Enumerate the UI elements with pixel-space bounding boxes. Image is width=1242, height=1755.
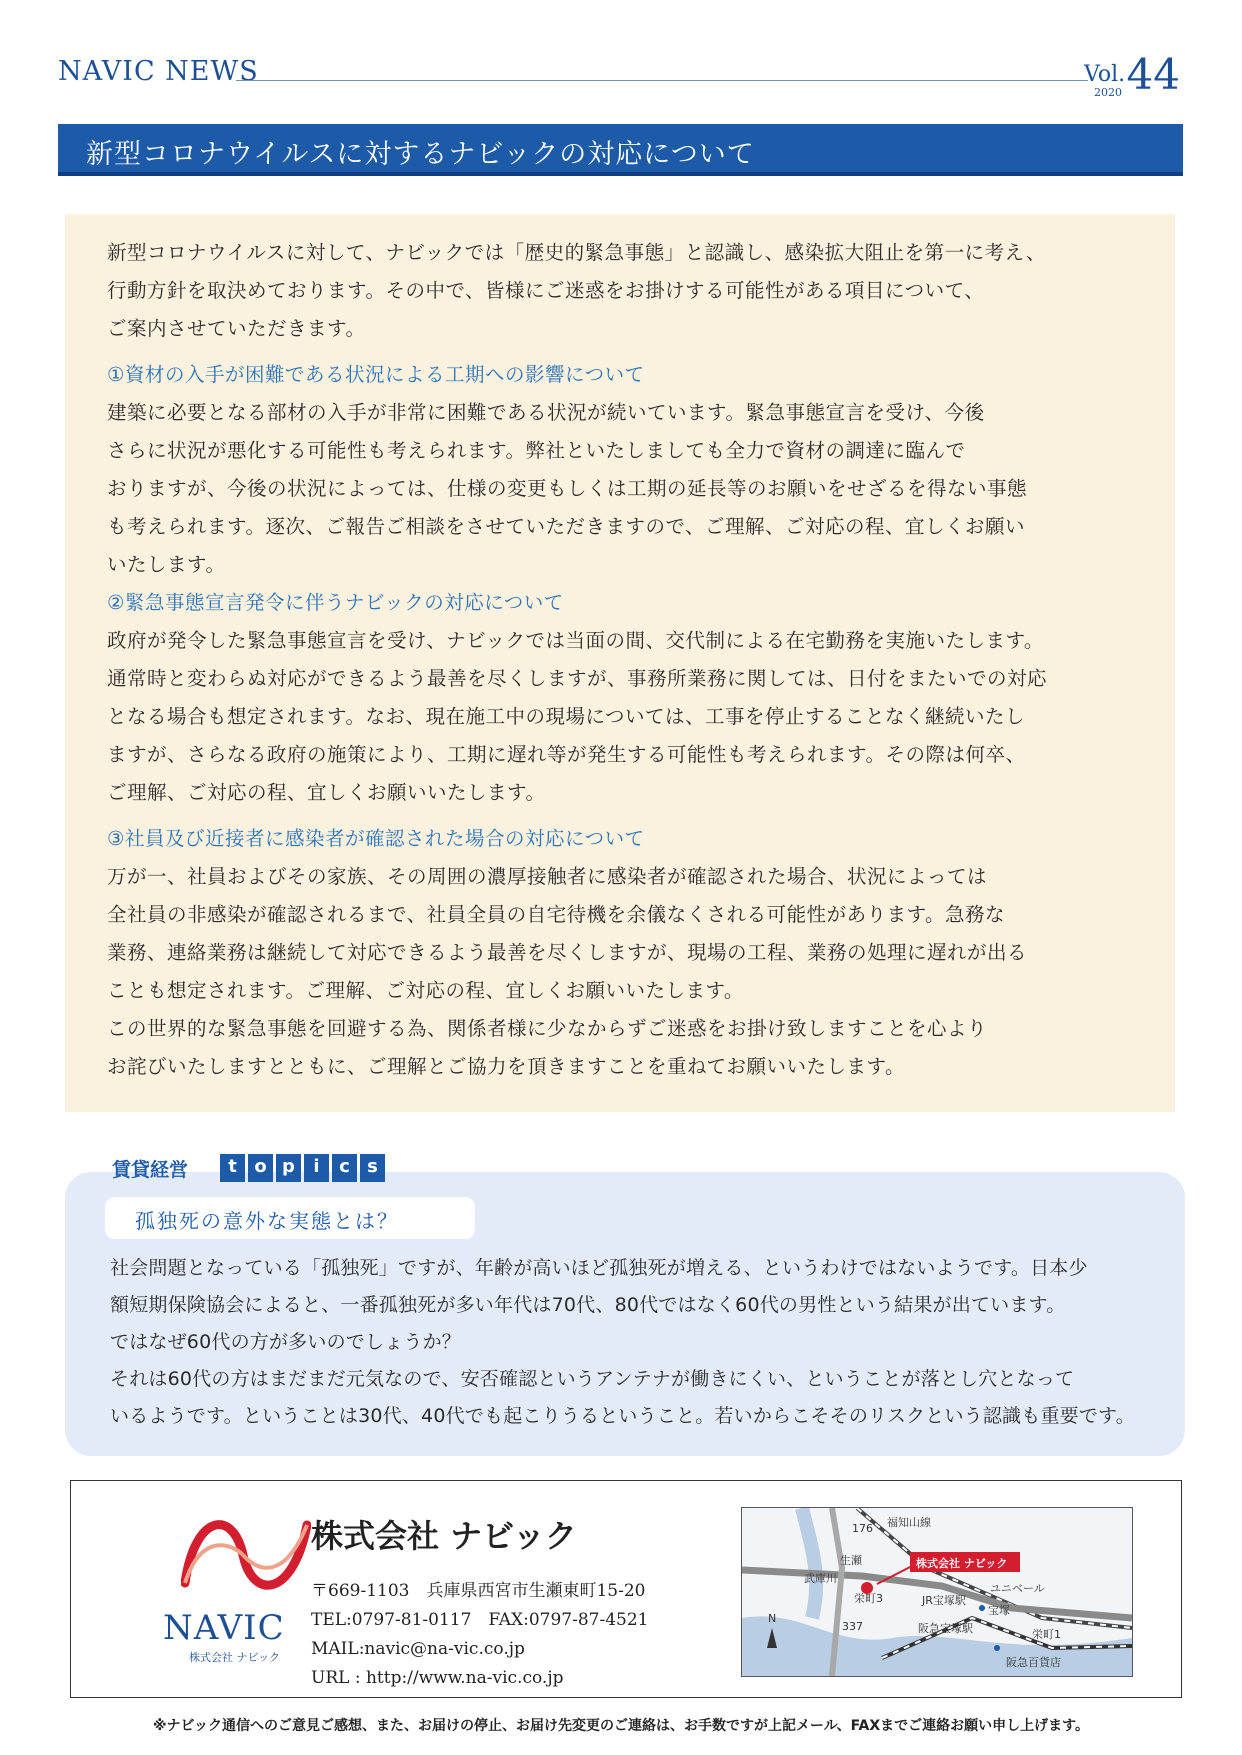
company-mail[interactable]: MAIL:navic@na-vic.co.jp <box>311 1639 525 1659</box>
company-contact <box>311 1577 649 1693</box>
masthead <box>58 50 1188 100</box>
topics-line: いるようです。ということは30代、40代でも起こりうるということ。若いからこそそのリスクという認識も重要です。 <box>110 1405 1135 1427</box>
section-3-line: お詫びいたしますとともに、ご理解とご協力を頂きますことを重ねてお願いいたします。 <box>107 1055 905 1078</box>
topics-line: ではなぜ60代の方が多いのでしょうか？ <box>110 1331 461 1353</box>
section-3-heading: ③社員及び近接者に感染者が確認された場合の対応について <box>107 827 645 850</box>
map-hankyu-dept: 阪急百貨店 <box>1006 1656 1061 1669</box>
topics-question-box <box>105 1197 475 1239</box>
map-sakaemachi1: 栄町1 <box>1032 1628 1061 1641</box>
section-2-line: 通常時と変わらぬ対応ができるよう最善を尽くしますが、事務所業務に関しては、日付をまたいでの対応 <box>107 667 1048 690</box>
topics-tag-letter: p <box>276 1154 301 1182</box>
map-fukuchiyama-line: 福知山線 <box>887 1516 931 1529</box>
map-company-label: 株式会社 ナビック <box>916 1557 1008 1570</box>
map-univers: ユニベール <box>990 1582 1045 1595</box>
map-sakaemachi3: 栄町3 <box>854 1592 883 1605</box>
map-mukogawa: 武庫川 <box>804 1572 837 1585</box>
notice-section <box>65 214 1175 1112</box>
section-3-line: 全社員の非感染が確認されるまで、社員全員の自宅待機を余儀なくされる可能性があります。急務な <box>107 903 1006 926</box>
topics-line: 額短期保険協会によると、一番孤独死が多い年代は70代、80代ではなく60代の男性という結果が出ています。 <box>110 1294 1066 1316</box>
map-namaze: 生瀬 <box>840 1554 862 1567</box>
volume-label: Vol. <box>1084 62 1126 87</box>
topics-question: 孤独死の意外な実態とは？ <box>135 1209 399 1233</box>
section-1-line: さらに状況が悪化する可能性も考えられます。弊社といたしましても全力で資材の調達に臨んで <box>107 439 966 462</box>
section-1-line: おりますが、今後の状況によっては、仕様の変更もしくは工期の延長等のお願いをせざるを得ない事態 <box>107 477 1028 500</box>
map-route-176: 176 <box>852 1522 873 1535</box>
section-3-line: 業務、連絡業務は継続して対応できるよう最善を尽くしますが、現場の工程、業務の処理に遅れが出る <box>107 941 1028 964</box>
topics-tag-letter: s <box>360 1154 385 1182</box>
section-2-line: ご理解、ご対応の程、宜しくお願いいたします。 <box>107 781 546 804</box>
logo-wordmark: NAVIC <box>163 1608 285 1648</box>
company-tel-fax: TEL:0797-81-0117 FAX:0797-87-4521 <box>311 1610 649 1630</box>
volume-number: 44 <box>1126 50 1180 99</box>
company-url[interactable]: URL : http://www.na-vic.co.jp <box>311 1668 564 1688</box>
section-1-heading: ①資材の入手が困難である状況による工期への影響について <box>107 363 645 386</box>
intro-line: 新型コロナウイルスに対して、ナビックでは「歴史的緊急事態」と認識し、感染拡大阻止を第一に考え、 <box>107 241 1046 264</box>
article-title-bar <box>58 124 1183 176</box>
volume-year: 2020 <box>1094 86 1122 99</box>
logo-subtitle: 株式会社 ナビック <box>189 1651 281 1664</box>
section-1-line: 建築に必要となる部材の入手が非常に困難である状況が続いています。緊急事態宣言を受け、今後 <box>107 401 985 424</box>
access-map <box>741 1507 1133 1677</box>
intro-line: 行動方針を取決めております。その中で、皆様にご迷惑をお掛けする可能性がある項目について、 <box>107 279 985 302</box>
company-box <box>70 1480 1182 1698</box>
company-name: 株式会社 ナビック <box>311 1517 577 1555</box>
topics-tag-letter: o <box>248 1154 273 1182</box>
footnote: ※ナビック通信へのご意見ご感想、また、お届けの停止、お届け先変更のご連絡は、お手数ですが上記メール、FAXまでご連絡お願い申し上げます。 <box>152 1718 1090 1734</box>
topics-tag <box>220 1154 385 1182</box>
section-2-line: 政府が発令した緊急事態宣言を受け、ナビックでは当面の間、交代制による在宅勤務を実施いたします。 <box>107 629 1044 652</box>
topics-tag-letter: c <box>332 1154 357 1182</box>
notice-text <box>107 234 1147 1086</box>
article-title: 新型コロナウイルスに対するナビックの対応について <box>86 139 755 170</box>
newsletter-brand: NAVIC NEWS <box>58 56 259 87</box>
map-hankyu-takarazuka: 阪急宝塚駅 <box>918 1622 973 1635</box>
section-2-heading: ②緊急事態宣言発令に伴うナビックの対応について <box>107 591 564 614</box>
section-2-line: となる場合も想定されます。なお、現在施工中の現場については、工事を停止することなく継続いたし <box>107 705 1026 728</box>
topics-line: それは60代の方はまだまだ元気なので、安否確認というアンテナが働きにくい、ということが落とし穴となって <box>110 1368 1075 1390</box>
topics-category: 賃貸経営 <box>112 1159 189 1181</box>
section-2-line: ますが、さらなる政府の施策により、工期に遅れ等が発生する可能性も考えられます。その際は何卒、 <box>107 743 1026 766</box>
section-1-line: も考えられます。逐次、ご報告ご相談をさせていただきますので、ご理解、ご対応の程、宜しくお願い <box>107 515 1026 538</box>
topics-line: 社会問題となっている「孤独死」ですが、年齢が高いほど孤独死が増える、というわけではないようです。日本少 <box>110 1257 1088 1279</box>
topics-body <box>110 1250 1170 1435</box>
topics-tag-letter: i <box>304 1154 329 1182</box>
company-address: 〒669-1103 兵庫県西宮市生瀬東町15-20 <box>311 1581 646 1601</box>
map-route-337: 337 <box>842 1620 863 1633</box>
compass-north-icon: N <box>768 1612 777 1625</box>
navic-logo-icon <box>181 1503 311 1613</box>
section-3-line: ことも想定されます。ご理解、ご対応の程、宜しくお願いいたします。 <box>107 979 744 1002</box>
section-3-line: この世界的な緊急事態を回避する為、関係者様に少なからずご迷惑をお掛け致しますことを心より <box>107 1017 988 1040</box>
volume-badge <box>1084 52 1180 98</box>
header-rule <box>236 80 1088 81</box>
map-jr-takarazuka: JR宝塚駅 <box>922 1594 966 1607</box>
map-takarazuka: 宝塚 <box>988 1604 1010 1617</box>
section-1-line: いたします。 <box>107 553 226 576</box>
intro-line: ご案内させていただきます。 <box>107 317 366 340</box>
topics-tag-letter: t <box>220 1154 245 1182</box>
section-3-line: 万が一、社員およびその家族、その周囲の濃厚接触者に感染者が確認された場合、状況によっては <box>107 865 988 888</box>
